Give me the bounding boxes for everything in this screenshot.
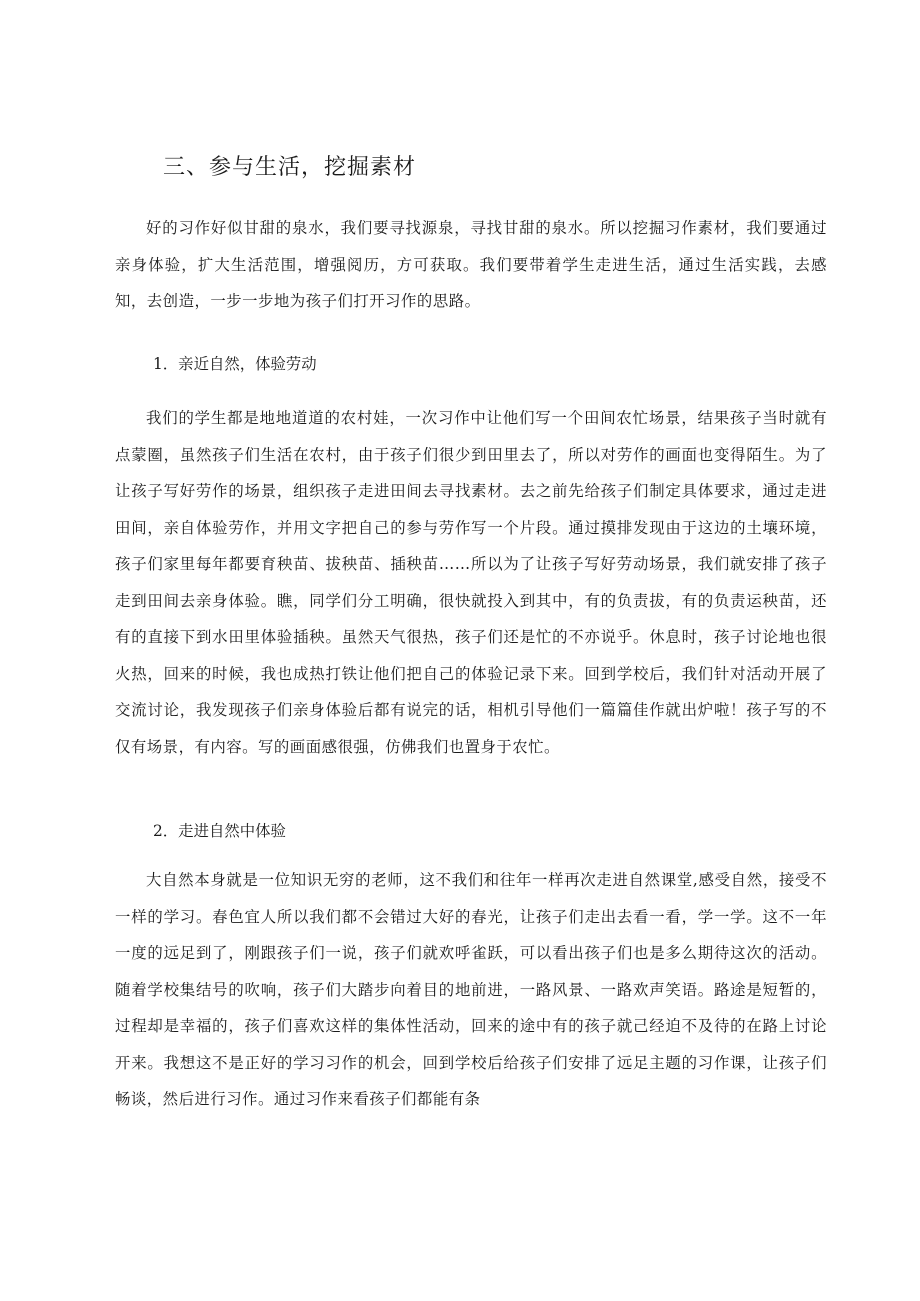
intro-paragraph: 好的习作好似甘甜的泉水，我们要寻找源泉，寻找甘甜的泉水。所以挖掘习作素材，我们要通过亲身体验，扩大生活范围，增强阅历，方可获取。我们要带着学生走进生活，通过生活实践，去感知，去创造，一步一步地为孩子们打开习作的思路。 xyxy=(115,219,827,310)
subsection-heading-1: 1．亲近自然，体验劳动 xyxy=(153,355,317,373)
section-title: 三、参与生活，挖掘素材 xyxy=(163,155,417,180)
subsection-body-1: 我们的学生都是地地道道的农村娃，一次习作中让他们写一个田间农忙场景，结果孩子当时就有点蒙圈，虽然孩子们生活在农村，由于孩子们很少到田里去了，所以对劳作的画面也变得陌生。为了让孩子写好劳作的场景，组织孩子走进田间去寻找素材。去之前先给孩子们制定具体要求，通过走进田间，亲自体验劳作，并用文字把自己的参与劳作写一个片段。通过摸排发现由于这边的土壤环境，孩子们家里每年都要育秧苗、拔秧苗、插秧苗……所以为了让孩子写好劳动场景，我们就安排了孩子走到田间去亲身体验。瞧，同学们分工明确，很快就投入到其中，有的负责拔，有的负责运秧苗，还有的直接下到水田里体验插秧。虽然天气很热，孩子们还是忙的不亦说乎。休息时，孩子讨论地也很火热，回来的时候，我也成热打铁让他们把自己的体验记录下来。回到学校后，我们针对活动开展了交流讨论，我发现孩子们亲身体验后都有说完的话，相机引导他们一篇篇佳作就出炉啦！孩子写的不仅有场景，有内容。写的画面感很强，仿佛我们也置身于农忙。 xyxy=(115,409,827,756)
subsection-heading-2: 2．走进自然中体验 xyxy=(153,822,286,840)
subsection-body-2: 大自然本身就是一位知识无穷的老师，这不我们和往年一样再次走进自然课堂,感受自然，接受不一样的学习。春色宜人所以我们都不会错过大好的春光，让孩子们走出去看一看，学一学。这不一年一度的远足到了，刚跟孩子们一说，孩子们就欢呼雀跃，可以看出孩子们也是多么期待这次的活动。随着学校集结号的吹响，孩子们大踏步向着目的地前进，一路风景、一路欢声笑语。路途是短暂的，过程却是幸福的，孩子们喜欢这样的集体性活动，回来的途中有的孩子就己经迫不及待的在路上讨论开来。我想这不是正好的学习习作的机会，回到学校后给孩子们安排了远足主题的习作课，让孩子们畅谈，然后进行习作。通过习作来看孩子们都能有条 xyxy=(115,871,827,1108)
